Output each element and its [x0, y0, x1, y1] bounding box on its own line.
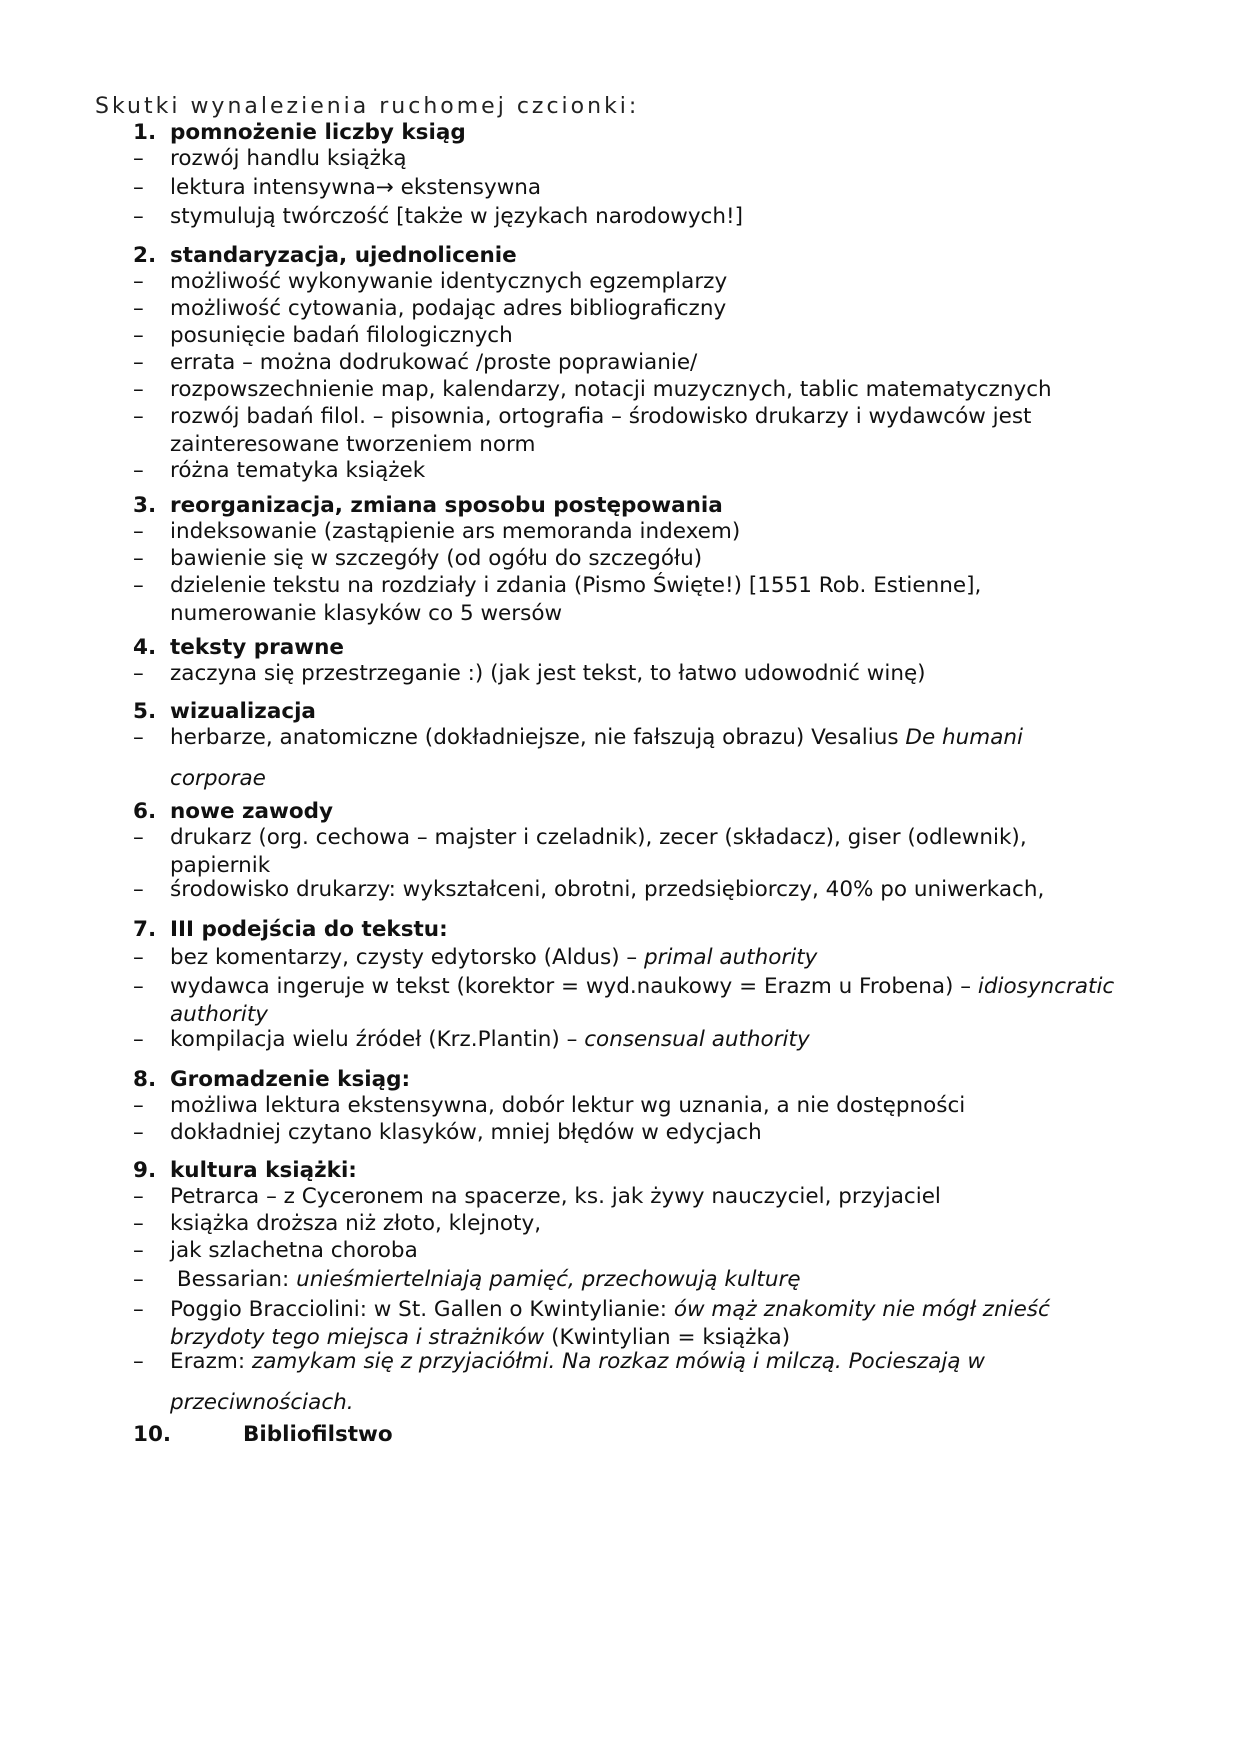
list-item: – posunięcie badań filologicznych: [133, 323, 513, 348]
dash-marker: –: [133, 296, 144, 321]
section-heading: [133, 1065, 410, 1095]
list-item: – możliwa lektura ekstensywna, dobór lektur wg uznania, a nie dostępności: [133, 1093, 966, 1118]
list-item: – kompilacja wielu źródeł (Krz.Plantin) – consensual authority: [133, 1027, 810, 1052]
list-item: – Bessarian: unieśmiertelniają pamięć, przechowują kulturę: [133, 1267, 801, 1292]
section-number: 4.: [133, 635, 157, 660]
dash-marker: –: [133, 350, 144, 375]
list-item: – Erazm: zamykam się z przyjaciółmi. Na rozkaz mówią i milczą. Pocieszają w przeciwnościach.: [133, 1349, 985, 1415]
section-title: standaryzacja, ujednolicenie: [170, 243, 517, 268]
dash-marker: –: [133, 458, 144, 483]
section-heading: [133, 797, 333, 827]
list-item: – dzielenie tekstu na rozdziały i zdania (Pismo Święte!) [1551 Rob. Estienne], numerowanie klasyków co 5 wersów: [133, 573, 982, 626]
section-title: pomnożenie liczby ksiąg: [170, 120, 466, 145]
dash-marker: –: [133, 1238, 144, 1263]
list-item: – lektura intensywna→ ekstensywna: [133, 175, 542, 200]
dash-marker: –: [133, 204, 144, 229]
section-heading: [133, 915, 448, 945]
section-title: Bibliofilstwo: [243, 1422, 393, 1447]
section-title: Gromadzenie ksiąg:: [170, 1067, 411, 1092]
list-item: – dokładniej czytano klasyków, mniej błędów w edycjach: [133, 1120, 762, 1145]
section-title: reorganizacja, zmiana sposobu postępowania: [170, 493, 723, 518]
dash-marker: –: [133, 1267, 144, 1292]
dash-marker: –: [133, 519, 144, 544]
list-item: – herbarze, anatomiczne (dokładniejsze, nie fałszują obrazu) Vesalius De humani corporae: [133, 725, 1023, 791]
section-heading: [133, 241, 517, 271]
dash-marker: –: [133, 323, 144, 348]
list-item: – książka droższa niż złoto, klejnoty,: [133, 1211, 542, 1236]
section-title: teksty prawne: [170, 635, 344, 660]
dash-marker: –: [133, 1184, 144, 1209]
section-number: 3.: [133, 493, 157, 518]
dash-marker: –: [133, 146, 144, 171]
section-number: 8.: [133, 1067, 157, 1092]
list-item: – możliwość cytowania, podając adres bibliograficzny: [133, 296, 727, 321]
dash-marker: –: [133, 404, 144, 429]
dash-marker: –: [133, 1120, 144, 1145]
list-item: – rozpowszechnienie map, kalendarzy, notacji muzycznych, tablic matematycznych: [133, 377, 1052, 402]
list-item: – wydawca ingeruje w tekst (korektor = wyd.naukowy = Erazm u Frobena) – idiosyncratic authority: [133, 974, 1115, 1027]
dash-marker: –: [133, 661, 144, 686]
list-item: – rozwój badań filol. – pisownia, ortografia – środowisko drukarzy i wydawców jest zainteresowane tworzeniem norm: [133, 404, 1032, 457]
dash-marker: –: [133, 269, 144, 294]
list-item: – bawienie się w szczegóły (od ogółu do szczegółu): [133, 546, 703, 571]
list-item: – zaczyna się przestrzeganie :) (jak jest tekst, to łatwo udowodnić winę): [133, 661, 926, 686]
dash-marker: –: [133, 1297, 144, 1322]
section-heading: [133, 491, 723, 521]
dash-marker: –: [133, 974, 144, 999]
dash-marker: –: [133, 877, 144, 902]
section-heading: [133, 697, 316, 727]
list-item: – drukarz (org. cechowa – majster i czeladnik), zecer (składacz), giser (odlewnik), papiernik: [133, 825, 1027, 878]
section-heading: [133, 118, 466, 148]
document-title: Skutki wynalezienia ruchomej czcionki:: [95, 94, 640, 119]
section-number: 9.: [133, 1158, 157, 1183]
list-item: – indeksowanie (zastąpienie ars memoranda indexem): [133, 519, 741, 544]
list-item: – rozwój handlu książką: [133, 146, 407, 171]
dash-marker: –: [133, 1093, 144, 1118]
section-heading: [133, 633, 344, 663]
section-heading: [133, 1156, 357, 1186]
list-item: – stymulują twórczość [także w językach narodowych!]: [133, 204, 743, 229]
list-item: – środowisko drukarzy: wykształceni, obrotni, przedsiębiorczy, 40% po uniwerkach,: [133, 877, 1045, 902]
dash-marker: –: [133, 725, 144, 750]
section-title: III podejścia do tekstu:: [170, 917, 448, 942]
list-item: – Poggio Bracciolini: w St. Gallen o Kwintylianie: ów mąż znakomity nie mógł znieść brzydoty tego miejsca i strażników (Kwintylian = książka): [133, 1297, 1050, 1350]
list-item: – Petrarca – z Cyceronem na spacerze, ks. jak żywy nauczyciel, przyjaciel: [133, 1184, 941, 1209]
list-item: – errata – można dodrukować /proste poprawianie/: [133, 350, 698, 375]
section-number: 6.: [133, 799, 157, 824]
list-item: – bez komentarzy, czysty edytorsko (Aldus) – primal authority: [133, 945, 818, 970]
dash-marker: –: [133, 825, 144, 850]
dash-marker: –: [133, 546, 144, 571]
section-number: 2.: [133, 243, 157, 268]
section-title: nowe zawody: [170, 799, 334, 824]
list-item: – jak szlachetna choroba: [133, 1238, 418, 1263]
dash-marker: –: [133, 1211, 144, 1236]
dash-marker: –: [133, 1027, 144, 1052]
dash-marker: –: [133, 1349, 144, 1374]
list-item: – różna tematyka książek: [133, 458, 426, 483]
dash-marker: –: [133, 573, 144, 598]
section-number: 10.: [133, 1422, 172, 1447]
section-number: 1.: [133, 120, 157, 145]
section-number: 5.: [133, 699, 157, 724]
section-title: wizualizacja: [170, 699, 316, 724]
section-title: kultura książki:: [170, 1158, 357, 1183]
dash-marker: –: [133, 377, 144, 402]
section-heading: [133, 1420, 393, 1450]
dash-marker: –: [133, 175, 144, 200]
dash-marker: –: [133, 945, 144, 970]
list-item: – możliwość wykonywanie identycznych egzemplarzy: [133, 269, 728, 294]
section-number: 7.: [133, 917, 157, 942]
